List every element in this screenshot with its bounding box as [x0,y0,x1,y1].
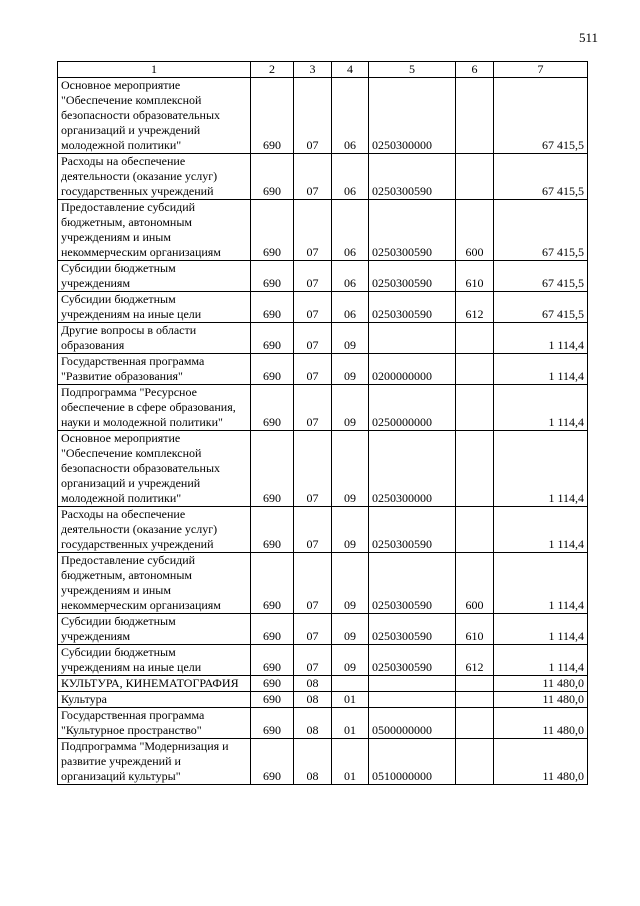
target-code [369,323,456,354]
subsection-code: 06 [332,200,369,261]
subsection-code: 06 [332,78,369,154]
table-row [58,261,588,292]
admin-code: 690 [251,323,294,354]
column-header: 6 [456,62,494,78]
target-code: 0250300590 [369,261,456,292]
admin-code: 690 [251,645,294,676]
section-code: 07 [294,507,332,553]
section-code: 08 [294,692,332,708]
section-code: 07 [294,323,332,354]
target-code [369,676,456,692]
expense-type-code: 612 [456,292,494,323]
subsection-code: 09 [332,645,369,676]
row-name: Подпрограмма "Модернизация и развитие учреждений и организаций культуры" [58,739,251,785]
admin-code: 690 [251,200,294,261]
expense-type-code [456,676,494,692]
subsection-code: 06 [332,154,369,200]
row-name: Предоставление субсидий бюджетным, автономным учреждениям и иным некоммерческим организациям [58,200,251,261]
row-name: Основное мероприятие "Обеспечение комплексной безопасности образовательных организаций и учреждений молодежной политики" [58,431,251,507]
row-name: Подпрограмма "Ресурсное обеспечение в сфере образования, науки и молодежной политики" [58,385,251,431]
table-row [58,692,588,708]
admin-code: 690 [251,431,294,507]
column-header: 1 [58,62,251,78]
table-row [58,614,588,645]
budget-table-body [58,62,588,785]
table-row [58,385,588,431]
row-name: Субсидии бюджетным учреждениям [58,261,251,292]
amount: 67 415,5 [494,154,588,200]
admin-code: 690 [251,614,294,645]
table-row [58,739,588,785]
table-row [58,292,588,323]
row-name: Субсидии бюджетным учреждениям на иные цели [58,645,251,676]
table-row [58,78,588,154]
admin-code: 690 [251,692,294,708]
section-code: 07 [294,354,332,385]
expense-type-code [456,431,494,507]
section-code: 08 [294,676,332,692]
section-code: 07 [294,431,332,507]
subsection-code: 01 [332,708,369,739]
section-code: 08 [294,708,332,739]
target-code: 0500000000 [369,708,456,739]
table-row [58,354,588,385]
expense-type-code [456,385,494,431]
expense-type-code [456,507,494,553]
subsection-code: 01 [332,739,369,785]
row-name: Основное мероприятие "Обеспечение комплексной безопасности образовательных организаций и учреждений молодежной политики" [58,78,251,154]
table-row [58,323,588,354]
amount: 67 415,5 [494,261,588,292]
admin-code: 690 [251,676,294,692]
target-code: 0250300590 [369,553,456,614]
admin-code: 690 [251,78,294,154]
expense-type-code [456,708,494,739]
expense-type-code [456,323,494,354]
expense-type-code [456,78,494,154]
target-code: 0510000000 [369,739,456,785]
amount: 1 114,4 [494,507,588,553]
row-name: Расходы на обеспечение деятельности (оказание услуг) государственных учреждений [58,507,251,553]
target-code: 0250300590 [369,292,456,323]
table-row [58,507,588,553]
target-code: 0250000000 [369,385,456,431]
subsection-code: 09 [332,323,369,354]
admin-code: 690 [251,354,294,385]
admin-code: 690 [251,553,294,614]
column-header: 4 [332,62,369,78]
row-name: Субсидии бюджетным учреждениям на иные цели [58,292,251,323]
column-header: 5 [369,62,456,78]
subsection-code: 09 [332,553,369,614]
target-code [369,692,456,708]
target-code: 0250300590 [369,154,456,200]
subsection-code: 09 [332,614,369,645]
amount: 67 415,5 [494,292,588,323]
section-code: 07 [294,553,332,614]
section-code: 07 [294,385,332,431]
subsection-code: 09 [332,431,369,507]
amount: 11 480,0 [494,692,588,708]
target-code: 0250300590 [369,645,456,676]
table-row [58,200,588,261]
table-row [58,676,588,692]
admin-code: 690 [251,154,294,200]
section-code: 07 [294,645,332,676]
row-name: КУЛЬТУРА, КИНЕМАТОГРАФИЯ [58,676,251,692]
column-header: 2 [251,62,294,78]
section-code: 07 [294,261,332,292]
amount: 1 114,4 [494,645,588,676]
admin-code: 690 [251,708,294,739]
target-code: 0250300590 [369,614,456,645]
target-code: 0250300000 [369,431,456,507]
amount: 1 114,4 [494,431,588,507]
table-row [58,645,588,676]
amount: 11 480,0 [494,708,588,739]
row-name: Другие вопросы в области образования [58,323,251,354]
column-header: 7 [494,62,588,78]
expense-type-code [456,154,494,200]
admin-code: 690 [251,261,294,292]
table-row [58,431,588,507]
row-name: Государственная программа "Культурное пространство" [58,708,251,739]
amount: 11 480,0 [494,739,588,785]
row-name: Культура [58,692,251,708]
target-code: 0250300000 [369,78,456,154]
table-row [58,708,588,739]
row-name: Расходы на обеспечение деятельности (оказание услуг) государственных учреждений [58,154,251,200]
amount: 11 480,0 [494,676,588,692]
expense-type-code [456,354,494,385]
section-code: 07 [294,292,332,323]
subsection-code: 06 [332,292,369,323]
amount: 67 415,5 [494,200,588,261]
section-code: 07 [294,614,332,645]
amount: 67 415,5 [494,78,588,154]
amount: 1 114,4 [494,553,588,614]
header-row [58,62,588,78]
amount: 1 114,4 [494,354,588,385]
target-code: 0250300590 [369,507,456,553]
expense-type-code: 600 [456,200,494,261]
admin-code: 690 [251,385,294,431]
page-number: 511 [578,30,598,45]
admin-code: 690 [251,292,294,323]
subsection-code: 01 [332,692,369,708]
section-code: 07 [294,154,332,200]
expense-type-code [456,739,494,785]
subsection-code [332,676,369,692]
expense-type-code: 610 [456,614,494,645]
expense-type-code: 600 [456,553,494,614]
budget-table [57,61,588,785]
target-code: 0250300590 [369,200,456,261]
section-code: 07 [294,78,332,154]
section-code: 08 [294,739,332,785]
subsection-code: 09 [332,385,369,431]
expense-type-code: 610 [456,261,494,292]
row-name: Государственная программа "Развитие образования" [58,354,251,385]
row-name: Предоставление субсидий бюджетным, автономным учреждениям и иным некоммерческим организациям [58,553,251,614]
expense-type-code [456,692,494,708]
subsection-code: 09 [332,354,369,385]
row-name: Субсидии бюджетным учреждениям [58,614,251,645]
table-row [58,553,588,614]
subsection-code: 09 [332,507,369,553]
subsection-code: 06 [332,261,369,292]
table-row [58,154,588,200]
column-header: 3 [294,62,332,78]
amount: 1 114,4 [494,614,588,645]
target-code: 0200000000 [369,354,456,385]
expense-type-code: 612 [456,645,494,676]
admin-code: 690 [251,507,294,553]
amount: 1 114,4 [494,385,588,431]
admin-code: 690 [251,739,294,785]
amount: 1 114,4 [494,323,588,354]
section-code: 07 [294,200,332,261]
